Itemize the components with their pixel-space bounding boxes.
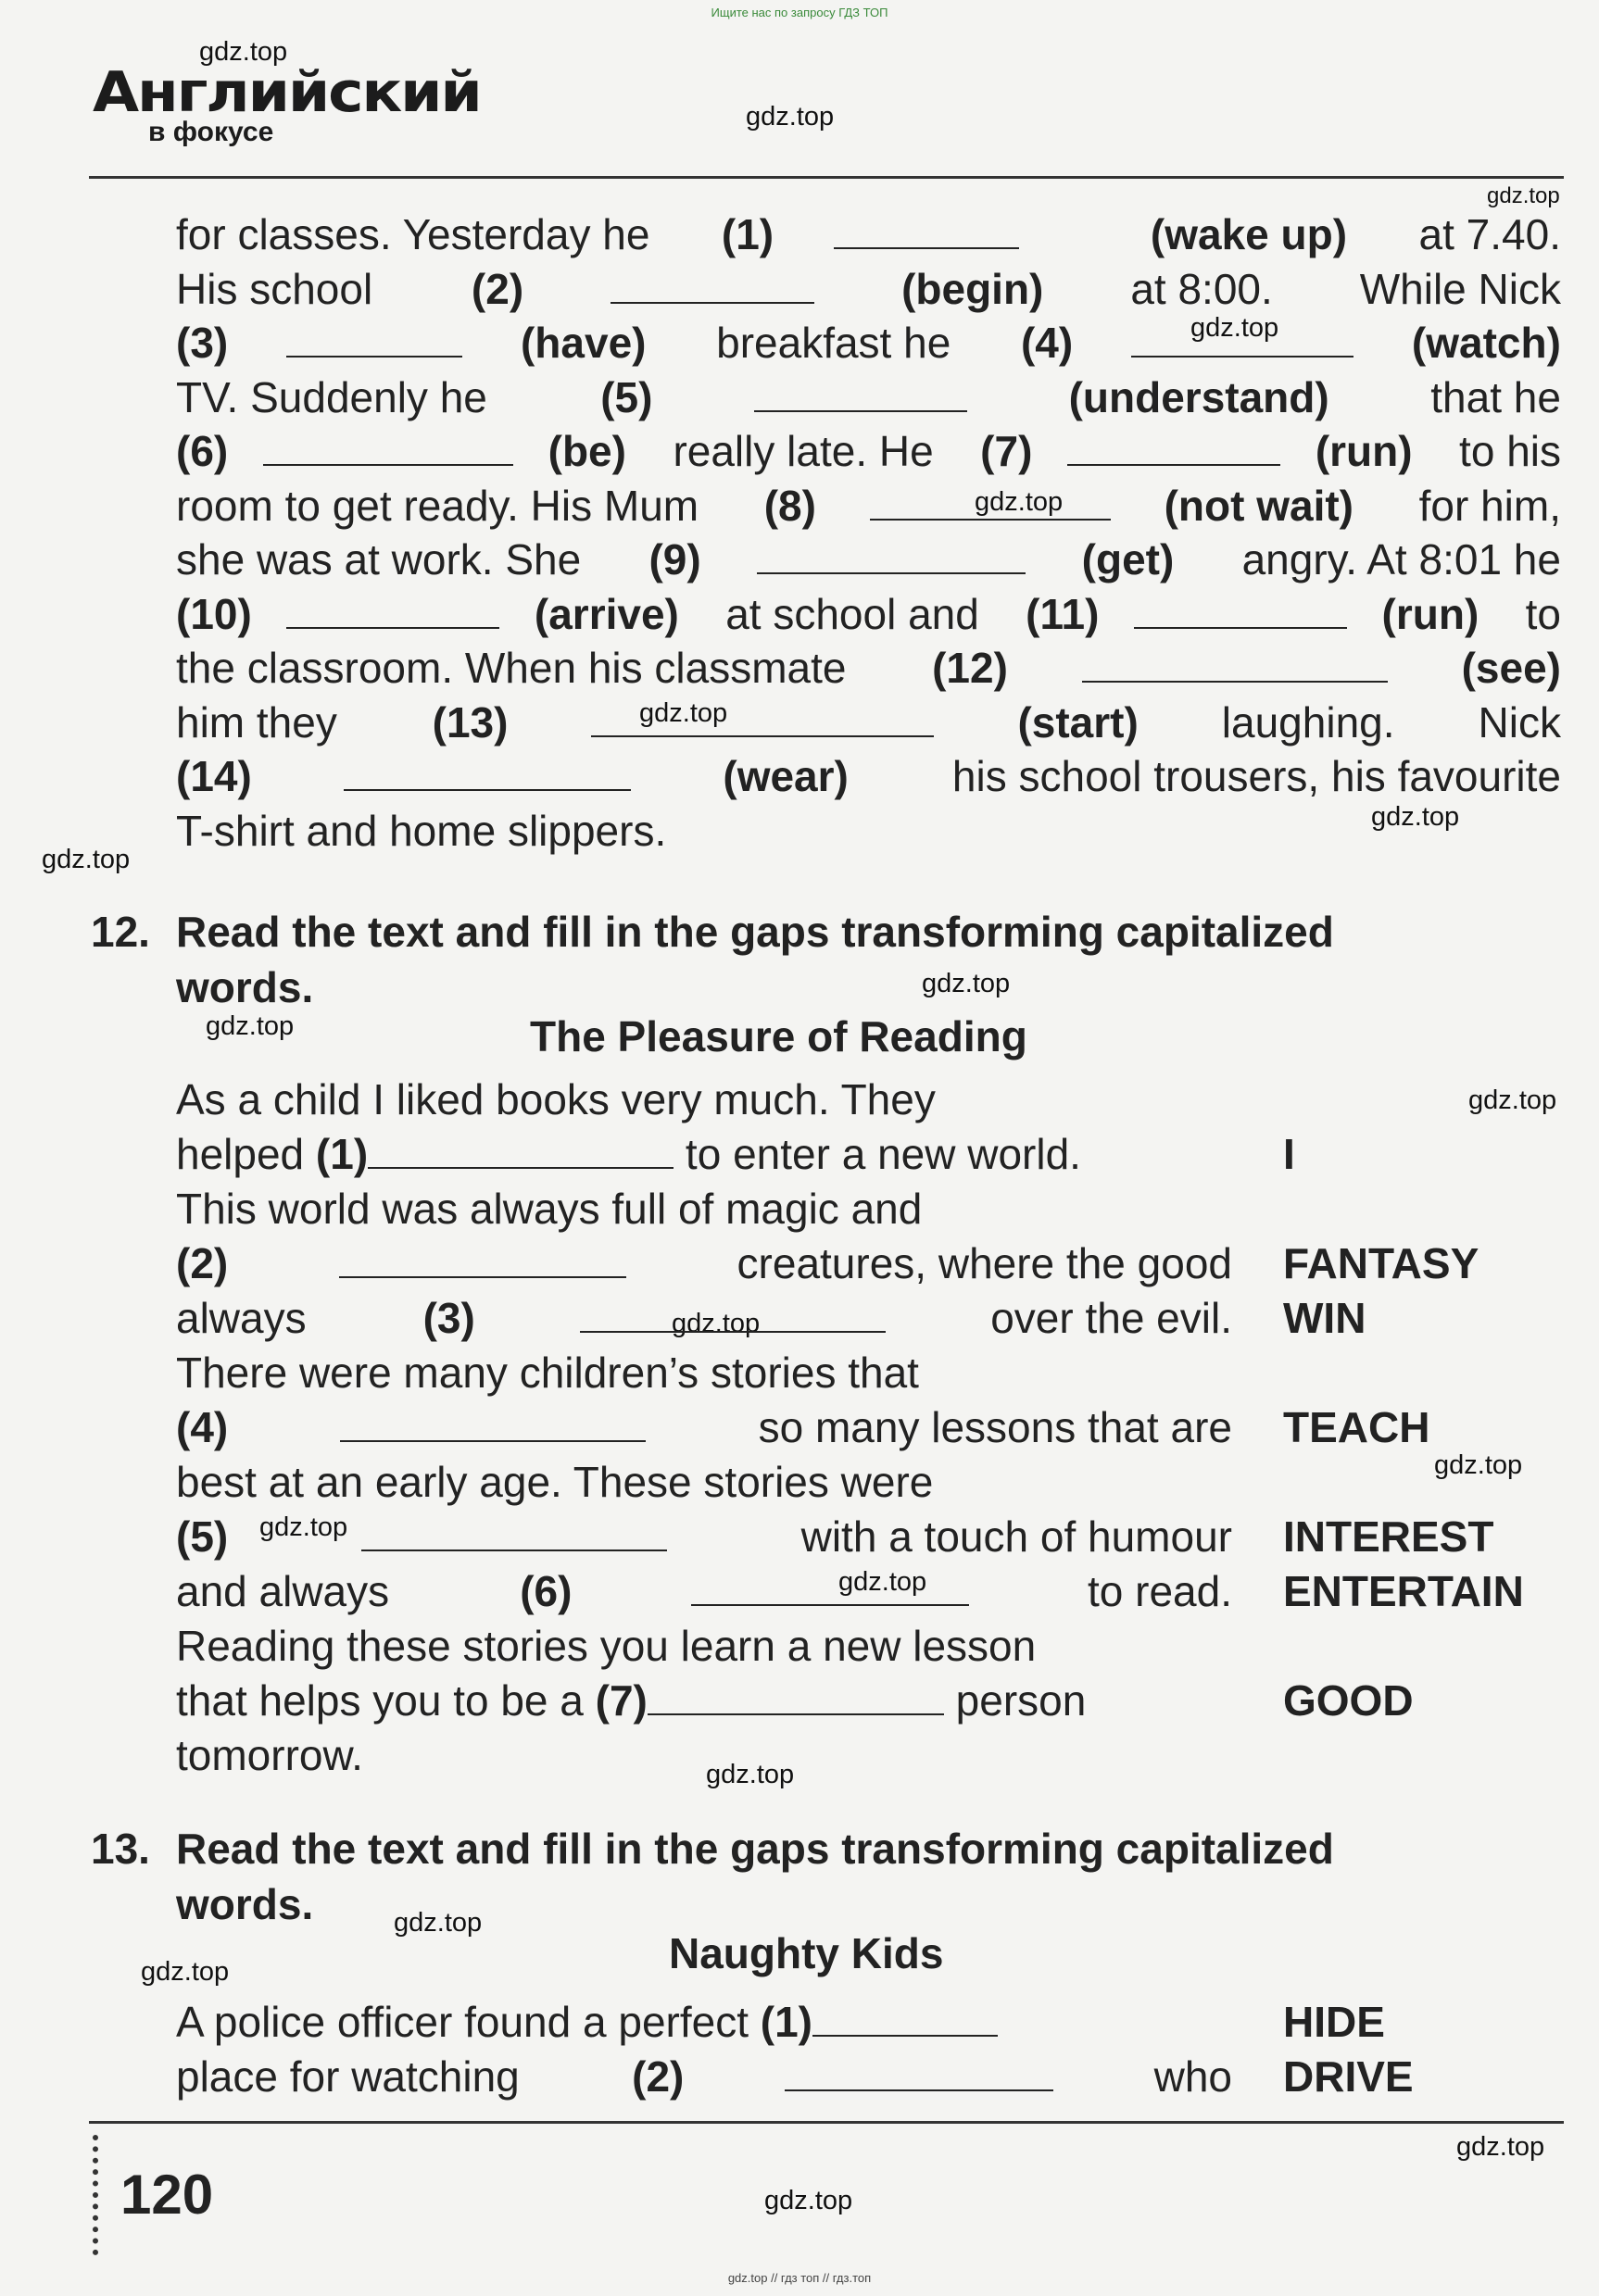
gap-marker: (understand)	[1068, 372, 1329, 421]
page-number: 120	[120, 2164, 214, 2226]
watermark: gdz.top	[1371, 802, 1460, 832]
gap-marker: (start)	[1017, 697, 1139, 747]
text-fragment: at school and	[713, 589, 991, 638]
top-banner: Ищите нас по запросу ГДЗ ТОП	[711, 6, 888, 19]
text-fragment: Nick	[1478, 697, 1561, 747]
text-fragment: person	[943, 1676, 1087, 1725]
gap-marker: (see)	[1461, 644, 1561, 692]
text-fragment: and always	[176, 1567, 401, 1615]
gap-marker: (10)	[176, 589, 252, 638]
text-fragment: him they	[176, 697, 349, 747]
text-fragment: His school	[176, 264, 384, 313]
text-fragment: tomorrow.	[176, 1731, 363, 1779]
watermark: gdz.top	[1487, 183, 1560, 208]
text-line	[176, 481, 1561, 531]
gap-marker: (6)	[520, 1567, 573, 1615]
watermark: gdz.top	[1456, 2132, 1545, 2162]
bottom-banner: gdz.top // гдз топ // гдз.топ	[727, 2271, 872, 2285]
text-fragment: T-shirt and home slippers.	[176, 806, 667, 855]
answer-gap[interactable]	[785, 2054, 1053, 2091]
base-word: TEACH	[1283, 1403, 1430, 1451]
text-fragment: angry. At 8:01 he	[1229, 535, 1561, 583]
text-fragment: over the evil.	[990, 1294, 1232, 1342]
text-fragment: creatures, where the good	[737, 1239, 1232, 1287]
watermark: gdz.top	[838, 1567, 927, 1597]
text-line	[176, 534, 1561, 584]
answer-gap[interactable]	[870, 483, 1111, 521]
text-line	[176, 806, 1561, 856]
watermark: gdz.top	[922, 969, 1011, 998]
text-line	[176, 751, 1561, 801]
answer-gap[interactable]	[344, 754, 631, 791]
base-word: INTEREST	[1283, 1512, 1494, 1561]
instruction-line-1: Read the text and fill in the gaps transforming capitalized	[176, 908, 1334, 956]
text-fragment: at 7.40.	[1406, 210, 1561, 258]
watermark: gdz.top	[639, 698, 728, 728]
answer-gap[interactable]	[611, 267, 814, 304]
text-fragment: A police officer found a perfect	[176, 1998, 761, 2046]
text-line	[176, 697, 1561, 747]
gap-marker: (5)	[176, 1512, 229, 1561]
text-line	[176, 1621, 1232, 1671]
base-word: DRIVE	[1283, 2052, 1414, 2101]
watermark: gdz.top	[975, 487, 1064, 517]
gap-marker: (run)	[1381, 589, 1479, 638]
watermark: gdz.top	[42, 845, 131, 874]
text-line	[176, 426, 1561, 476]
text-fragment: to his	[1447, 427, 1561, 475]
watermark: gdz.top	[1468, 1085, 1557, 1115]
text-fragment: with a touch of humour	[800, 1512, 1232, 1561]
text-line	[176, 264, 1561, 314]
text-fragment: the classroom. When his classmate	[176, 644, 859, 692]
gap-marker: (1)	[721, 210, 774, 258]
gap-marker: (1)	[315, 1130, 369, 1178]
task-number: 12.	[91, 908, 150, 956]
watermark: gdz.top	[206, 1011, 295, 1041]
text-fragment: so many lessons that are	[758, 1403, 1232, 1451]
text-fragment: This world was always full of magic and	[176, 1185, 923, 1233]
answer-gap[interactable]	[648, 1678, 944, 1715]
gap-marker: (2)	[471, 264, 524, 313]
logo-title: Английский	[93, 60, 481, 125]
gap-marker: (8)	[763, 481, 816, 530]
task-12-instruction	[91, 904, 1573, 1015]
text-line	[176, 589, 1561, 639]
gap-marker: (wake up)	[1150, 210, 1348, 258]
instruction-line-2: words.	[176, 963, 314, 1011]
text-fragment: for classes. Yesterday he	[176, 210, 662, 258]
text-line	[176, 1238, 1232, 1288]
text-fragment: really late. He	[661, 427, 946, 475]
text-title: The Pleasure of Reading	[530, 1012, 1027, 1060]
gap-marker: (2)	[632, 2052, 685, 2101]
gap-marker: (3)	[176, 319, 229, 367]
text-fragment: for him,	[1406, 481, 1561, 530]
text-fragment: at 8:00.	[1130, 264, 1273, 313]
gap-marker: (3)	[422, 1294, 475, 1342]
text-fragment: to	[1513, 589, 1561, 638]
gap-marker: (6)	[176, 427, 229, 475]
watermark: gdz.top	[394, 1908, 483, 1938]
text-line	[176, 1457, 1232, 1507]
base-word: WIN	[1283, 1294, 1366, 1342]
text-fragment: that he	[1430, 372, 1561, 421]
text-line	[176, 1997, 1232, 2047]
watermark: gdz.top	[1434, 1450, 1523, 1480]
text-line	[176, 209, 1561, 259]
gap-marker: (4)	[1020, 319, 1074, 367]
text-fragment: best at an early age. These stories were	[176, 1458, 934, 1506]
logo-subtitle: в фокусе	[148, 117, 274, 147]
text-line	[176, 1402, 1232, 1452]
answer-gap[interactable]	[1134, 592, 1347, 629]
text-line	[176, 1293, 1232, 1343]
text-fragment: to read.	[1088, 1567, 1232, 1615]
text-fragment: to enter a new world.	[674, 1130, 1081, 1178]
gap-marker: (7)	[595, 1676, 648, 1725]
text-line	[176, 1074, 1232, 1124]
text-fragment: that helps you to be a	[176, 1676, 596, 1725]
task-13-instruction	[91, 1821, 1573, 1932]
gap-marker: (1)	[760, 1998, 813, 2046]
gap-marker: (be)	[548, 427, 626, 475]
gap-marker: (not wait)	[1164, 481, 1354, 530]
gap-marker: (13)	[432, 697, 509, 747]
answer-gap[interactable]	[339, 1241, 626, 1278]
text-line	[176, 1675, 1232, 1725]
text-line	[176, 1730, 1232, 1780]
answer-gap[interactable]	[368, 1132, 674, 1169]
gap-marker: (get)	[1081, 535, 1175, 583]
base-word: GOOD	[1283, 1676, 1414, 1725]
text-fragment: TV. Suddenly he	[176, 372, 499, 421]
answer-gap[interactable]	[591, 700, 934, 737]
gap-marker: (4)	[176, 1403, 229, 1451]
book-logo	[93, 60, 481, 157]
instruction-line-1: Read the text and fill in the gaps transforming capitalized	[176, 1825, 1334, 1873]
answer-gap[interactable]	[1131, 320, 1353, 358]
text-line	[176, 1566, 1232, 1616]
answer-gap[interactable]	[340, 1405, 646, 1442]
answer-gap[interactable]	[263, 429, 513, 466]
answer-gap[interactable]	[580, 1296, 886, 1333]
watermark: gdz.top	[199, 37, 288, 67]
gap-marker: (begin)	[901, 264, 1044, 313]
text-fragment: his school trousers, his favourite	[940, 752, 1561, 800]
watermark: gdz.top	[1190, 313, 1279, 343]
base-word: HIDE	[1283, 1998, 1385, 2046]
gap-marker: (arrive)	[534, 589, 679, 638]
text-line	[176, 1348, 1232, 1398]
gap-marker: (run)	[1315, 427, 1413, 475]
gap-marker: (have)	[520, 319, 647, 367]
text-line	[176, 318, 1561, 368]
text-fragment	[1078, 209, 1090, 259]
gap-marker: (14)	[176, 752, 252, 800]
gap-marker: (wear)	[723, 752, 849, 800]
text-line	[176, 1129, 1232, 1179]
gap-marker: (2)	[176, 1239, 229, 1287]
answer-gap[interactable]	[757, 537, 1026, 574]
gap-marker: (watch)	[1411, 319, 1561, 367]
text-fragment: she was at work. She	[176, 535, 593, 583]
watermark: gdz.top	[141, 1957, 230, 1987]
answer-gap[interactable]	[286, 320, 462, 358]
text-title: Naughty Kids	[669, 1929, 944, 1977]
answer-gap[interactable]	[1067, 429, 1280, 466]
gap-marker: (5)	[600, 372, 653, 421]
margin-dots	[93, 2135, 106, 2255]
watermark: gdz.top	[672, 1309, 761, 1338]
text-fragment: As a child I liked books very much. They	[176, 1075, 936, 1123]
task-number: 13.	[91, 1825, 150, 1873]
gap-marker: (7)	[980, 427, 1033, 475]
text-fragment: While Nick	[1359, 264, 1561, 313]
watermark: gdz.top	[706, 1760, 795, 1789]
text-fragment: helped	[176, 1130, 316, 1178]
watermark: gdz.top	[746, 102, 835, 132]
text-fragment: There were many children’s stories that	[176, 1349, 919, 1397]
answer-gap[interactable]	[754, 375, 967, 412]
text-fragment: who	[1153, 2052, 1232, 2101]
answer-gap[interactable]	[286, 592, 499, 629]
text-fragment: breakfast he	[704, 319, 963, 367]
text-fragment: place for watching	[176, 2052, 532, 2101]
answer-gap[interactable]	[361, 1514, 667, 1551]
text-line	[176, 643, 1561, 693]
gap-marker: (11)	[1026, 589, 1100, 638]
answer-gap[interactable]	[691, 1569, 969, 1606]
text-line	[176, 1184, 1232, 1234]
watermark: gdz.top	[764, 2186, 853, 2215]
watermark: gdz.top	[259, 1512, 348, 1542]
footer-rule	[89, 2121, 1564, 2124]
text-line	[176, 1512, 1232, 1562]
base-word: ENTERTAIN	[1283, 1567, 1524, 1615]
text-fragment: always	[176, 1294, 319, 1342]
text-fragment: room to get ready. His Mum	[176, 481, 711, 530]
instruction-line-2: words.	[176, 1880, 314, 1928]
header-rule	[89, 176, 1564, 179]
gap-marker: (12)	[932, 644, 1008, 692]
text-fragment: Reading these stories you learn a new lesson	[176, 1622, 1037, 1670]
gap-marker: (9)	[648, 535, 701, 583]
answer-gap[interactable]	[1082, 646, 1388, 683]
answer-gap[interactable]	[834, 212, 1019, 249]
base-word: I	[1283, 1130, 1295, 1178]
base-word: FANTASY	[1283, 1239, 1479, 1287]
text-fragment: laughing.	[1221, 697, 1395, 747]
text-line	[176, 372, 1561, 422]
text-line	[176, 2051, 1232, 2102]
answer-gap[interactable]	[812, 2000, 998, 2037]
